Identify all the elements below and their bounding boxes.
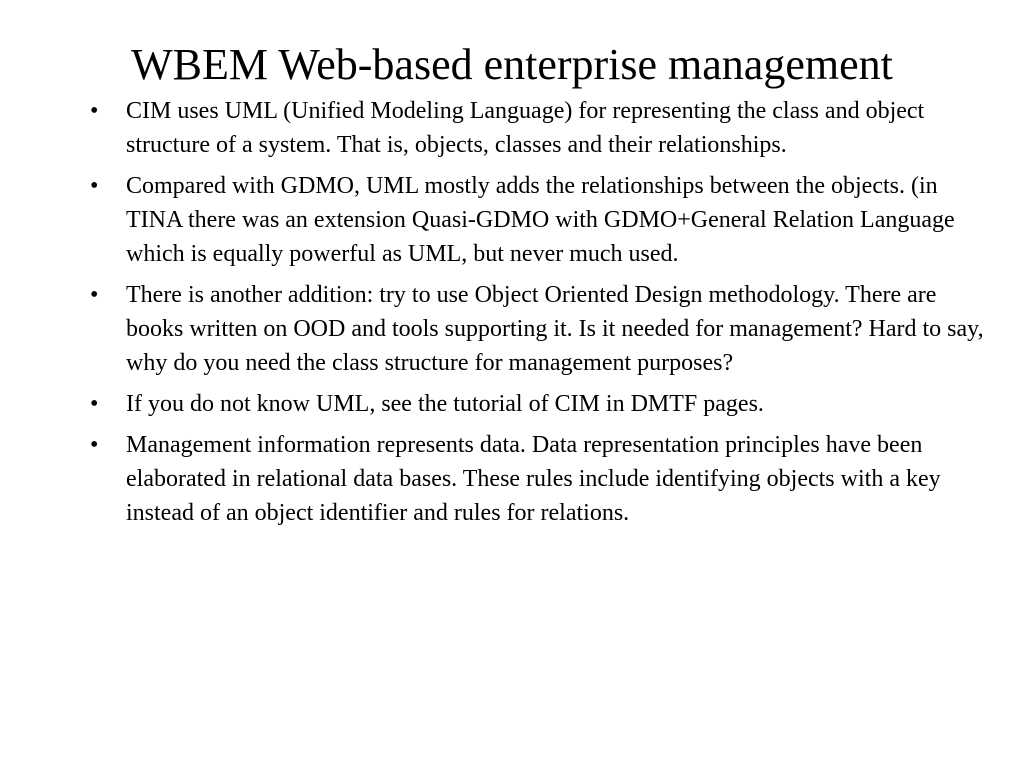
bullet-dot-icon: • [90, 432, 99, 458]
bullet-item [84, 387, 984, 421]
bullet-text: There is another addition: try to use Object Oriented Design methodology. There are books written on OOD and tools supporting it. Is it needed for management? Hard to say, why do you need the class structure for management purposes? [126, 282, 984, 376]
bullet-text: CIM uses UML (Unified Modeling Language) for representing the class and object structure of a system. That is, objects, classes and their relationships. [126, 98, 925, 158]
bullet-dot-icon: • [90, 391, 99, 417]
bullet-item [84, 278, 984, 380]
bullet-list [84, 94, 984, 537]
slide-title: WBEM Web-based enterprise management [131, 40, 893, 89]
bullet-text: Compared with GDMO, UML mostly adds the relationships between the objects. (in TINA there was an extension Quasi-GDMO with GDMO+General Relation Language which is equally powerful as UML, but never much used. [126, 173, 955, 267]
bullet-dot-icon: • [90, 282, 99, 308]
bullet-dot-icon: • [90, 98, 99, 124]
bullet-item [84, 94, 984, 162]
bullet-item [84, 428, 984, 530]
bullet-item [84, 169, 984, 271]
bullet-text: If you do not know UML, see the tutorial of CIM in DMTF pages. [126, 391, 764, 417]
bullet-text: Management information represents data. Data representation principles have been elaborated in relational data bases. These rules include identifying objects with a key instead of an object identifier and rules for relations. [126, 432, 941, 526]
bullet-dot-icon: • [90, 173, 99, 199]
